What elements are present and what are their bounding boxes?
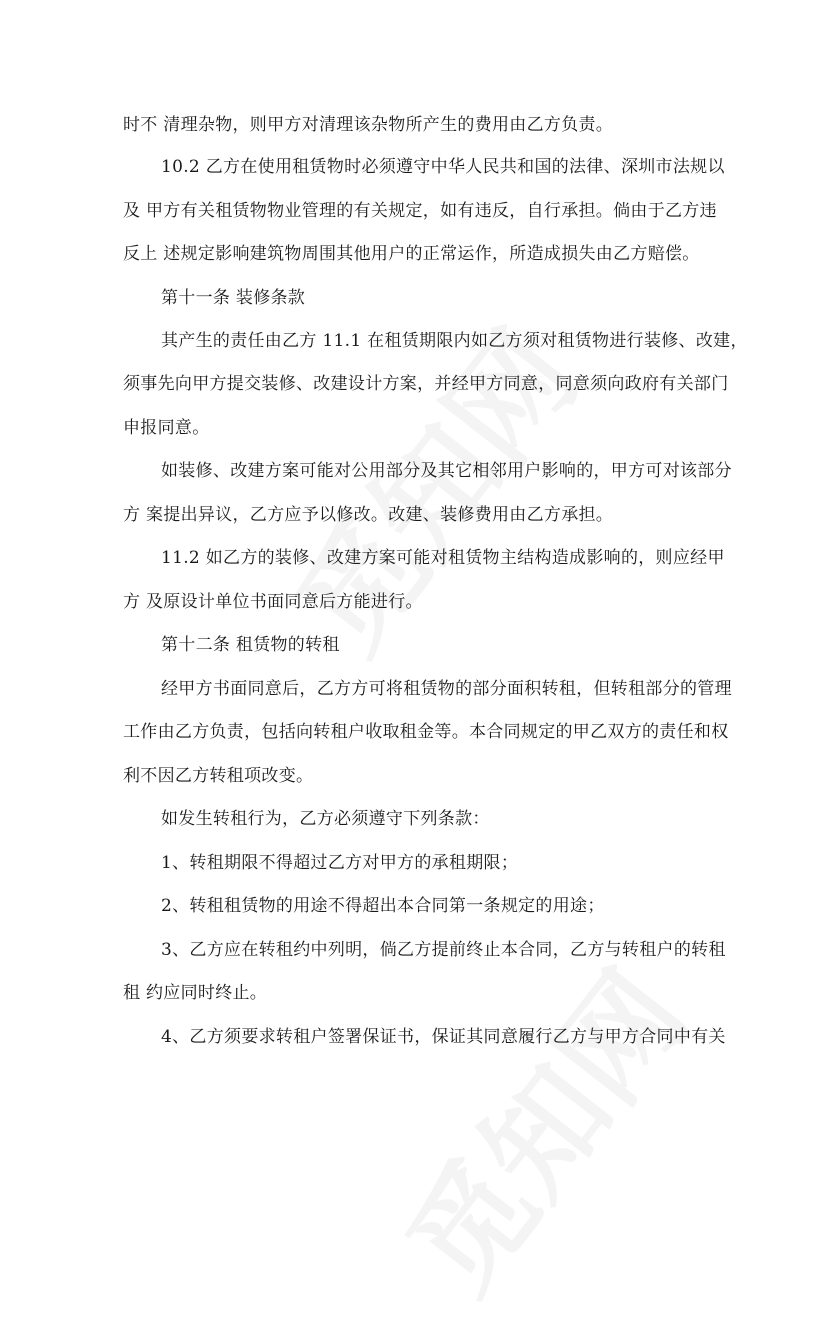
paragraph-line: 如装修、改建方案可能对公用部分及其它相邻用户影响的，甲方可对该部分 bbox=[161, 461, 732, 481]
list-item: 3、乙方应在转租约中列明，倘乙方提前终止本合同，乙方与转租户的转租 bbox=[161, 940, 726, 960]
list-item: 4、乙方须要求转租户签署保证书，保证其同意履行乙方与甲方合同中有关 bbox=[161, 1027, 726, 1047]
paragraph-line: 利不因乙方转租项改变。 bbox=[123, 766, 314, 786]
paragraph-line: 10.2 乙方在使用租赁物时必须遵守中华人民共和国的法律、深圳市法规以 bbox=[161, 157, 725, 177]
paragraph-line: 其产生的责任由乙方 11.1 在租赁期限内如乙方须对租赁物进行装修、改建， bbox=[161, 331, 748, 351]
paragraph-line: 方 及原设计单位书面同意后方能进行。 bbox=[123, 592, 423, 612]
paragraph-line: 如发生转租行为，乙方必须遵守下列条款： bbox=[161, 809, 490, 829]
section-heading: 第十一条 装修条款 bbox=[161, 288, 306, 308]
paragraph-line: 11.2 如乙方的装修、改建方案可能对租赁物主结构造成影响的，则应经甲 bbox=[161, 548, 725, 568]
paragraph-line: 租 约应同时终止。 bbox=[123, 983, 268, 1003]
paragraph-line: 申报同意。 bbox=[123, 418, 210, 438]
paragraph-line: 工作由乙方负责，包括向转租户收取租金等。本合同规定的甲乙双方的责任和权 bbox=[123, 722, 729, 742]
paragraph-line: 经甲方书面同意后，乙方方可将租赁物的部分面积转租，但转租部分的管理 bbox=[161, 679, 732, 699]
list-item: 2、转租租赁物的用途不得超出本合同第一条规定的用途； bbox=[161, 896, 605, 916]
watermark bbox=[361, 931, 718, 1321]
paragraph-line: 及 甲方有关租赁物物业管理的有关规定，如有违反，自行承担。倘由于乙方违 bbox=[123, 201, 717, 221]
section-heading: 第十二条 租赁物的转租 bbox=[161, 635, 340, 655]
paragraph-line: 须事先向甲方提交装修、改建设计方案，并经甲方同意，同意须向政府有关部门 bbox=[123, 374, 729, 394]
paragraph-line: 时不 清理杂物，则甲方对清理该杂物所产生的费用由乙方负责。 bbox=[123, 115, 614, 135]
list-item: 1、转租期限不得超过乙方对甲方的承租期限； bbox=[161, 853, 519, 873]
paragraph-line: 方 案提出异议，乙方应予以修改。改建、装修费用由乙方承担。 bbox=[123, 505, 614, 525]
paragraph-line: 反上 述规定影响建筑物周围其他用户的正常运作，所造成损失由乙方赔偿。 bbox=[123, 244, 700, 264]
